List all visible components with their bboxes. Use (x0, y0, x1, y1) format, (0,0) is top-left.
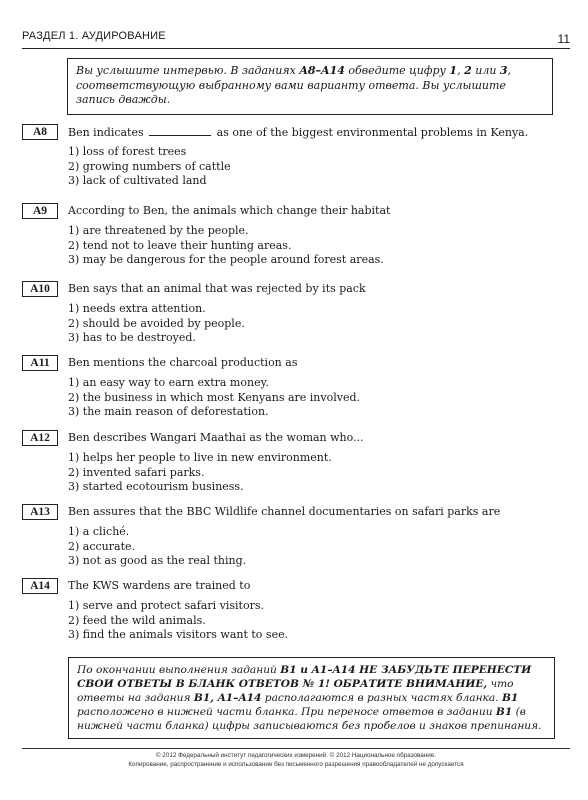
stem-text: Ben indicates (68, 126, 144, 139)
options-list (68, 451, 332, 495)
note-text: что ответы на задания (77, 678, 514, 704)
option[interactable]: 1) a cliché. (68, 525, 130, 538)
options-list (68, 376, 360, 420)
page-header (22, 30, 570, 48)
option[interactable]: 2) should be avoided by people. (68, 316, 245, 330)
instruction-digit: 3 (499, 64, 508, 77)
instruction-box (67, 58, 553, 115)
question-stem: Ben assures that the BBC Wildlife channel documentaries on safari parks are (68, 505, 501, 518)
question-stem: The KWS wardens are trained to (68, 579, 251, 592)
page-number: 11 (557, 32, 570, 46)
option[interactable]: 3) the main reason of deforestation. (68, 405, 269, 418)
option[interactable]: 1) an easy way to earn extra money. (68, 376, 269, 389)
note-emphasis: B1 (495, 706, 513, 718)
option[interactable]: 1) loss of forest trees (68, 145, 187, 158)
question-number: A10 (22, 281, 58, 297)
instruction-digit: 2 (464, 64, 472, 77)
question-number: A9 (22, 203, 58, 219)
note-text: расположено в нижней части бланка. При переносе ответов в задании (77, 706, 496, 718)
instruction-text: , соответствующую выбранному вами варианту ответа. Вы услышите запись дважды. (76, 64, 512, 106)
note-emphasis: B1 (501, 692, 519, 704)
header-divider (22, 48, 570, 49)
question-stem: Ben says that an animal that was rejected by its pack (68, 282, 366, 295)
copyright-footer (22, 751, 570, 769)
question-stem: Ben describes Wangari Maathai as the woman who... (68, 431, 364, 444)
option[interactable]: 1) helps her people to live in new environment. (68, 451, 332, 464)
note-text: располагаются в разных частях бланка. (261, 692, 502, 704)
option[interactable]: 2) the business in which most Kenyans are involved. (68, 390, 360, 404)
option[interactable]: 3) started ecotourism business. (68, 480, 244, 493)
option[interactable]: 3) find the animals visitors want to see. (68, 628, 289, 641)
instruction-text: Вы услышите интервью. В заданиях (76, 64, 300, 77)
instruction-text: , (457, 64, 465, 77)
question-number: A14 (22, 578, 58, 594)
note-text: По окончании выполнения заданий (77, 664, 281, 676)
option[interactable]: 1) are threatened by the people. (68, 224, 249, 237)
copyright-line: © 2012 Федеральный институт педагогических измерений. © 2012 Национальное образование. (155, 752, 437, 759)
option[interactable]: 2) invented safari parks. (68, 465, 205, 479)
option[interactable]: 2) growing numbers of cattle (68, 159, 231, 173)
option[interactable]: 2) feed the wild animals. (68, 613, 206, 627)
answer-blank (149, 125, 211, 136)
instruction-range: A8–A14 (299, 64, 345, 77)
option[interactable]: 1) needs extra attention. (68, 302, 206, 315)
question-number: A13 (22, 504, 58, 520)
options-list (68, 525, 246, 569)
options-list (68, 145, 231, 189)
instruction-text: или (471, 64, 500, 77)
note-emphasis: B1, A1–A14 (193, 692, 262, 704)
option[interactable]: 3) lack of cultivated land (68, 174, 207, 187)
note-emphasis: B1 и A1–A14 НЕ ЗАБУДЬТЕ ПЕРЕНЕСТИ СВОИ ОТВЕТЫ В БЛАНК ОТВЕТОВ № 1! ОБРАТИТЕ ВНИМАНИЕ, (77, 664, 532, 690)
question-stem: Ben mentions the charcoal production as (68, 356, 298, 369)
copyright-line: Копирование, распространение и использование без письменного разрешения правообладателей не допускается (128, 761, 464, 768)
options-list (68, 302, 245, 346)
section-title: РАЗДЕЛ 1. АУДИРОВАНИЕ (22, 30, 166, 42)
options-list (68, 599, 288, 643)
stem-text: as one of the biggest environmental problems in Kenya. (216, 126, 529, 139)
question-stem (68, 125, 528, 139)
footer-divider (22, 748, 570, 749)
option[interactable]: 3) may be dangerous for the people around forest areas. (68, 253, 384, 266)
option[interactable]: 3) has to be destroyed. (68, 331, 196, 344)
option[interactable]: 3) not as good as the real thing. (68, 554, 247, 567)
option[interactable]: 2) accurate. (68, 539, 135, 553)
option[interactable]: 2) tend not to leave their hunting areas. (68, 238, 292, 252)
question-stem: According to Ben, the animals which change their habitat (68, 204, 391, 217)
instruction-digit: 1 (449, 64, 458, 77)
question-number: A8 (22, 124, 58, 140)
note-text: (в нижней части бланка) цифры записываются без пробелов и знаков препинания. (77, 706, 542, 732)
question-number: A11 (22, 355, 58, 371)
question-number: A12 (22, 430, 58, 446)
instruction-text: обведите цифру (344, 64, 450, 77)
final-note-box (68, 657, 555, 739)
options-list (68, 224, 384, 268)
option[interactable]: 1) serve and protect safari visitors. (68, 599, 264, 612)
